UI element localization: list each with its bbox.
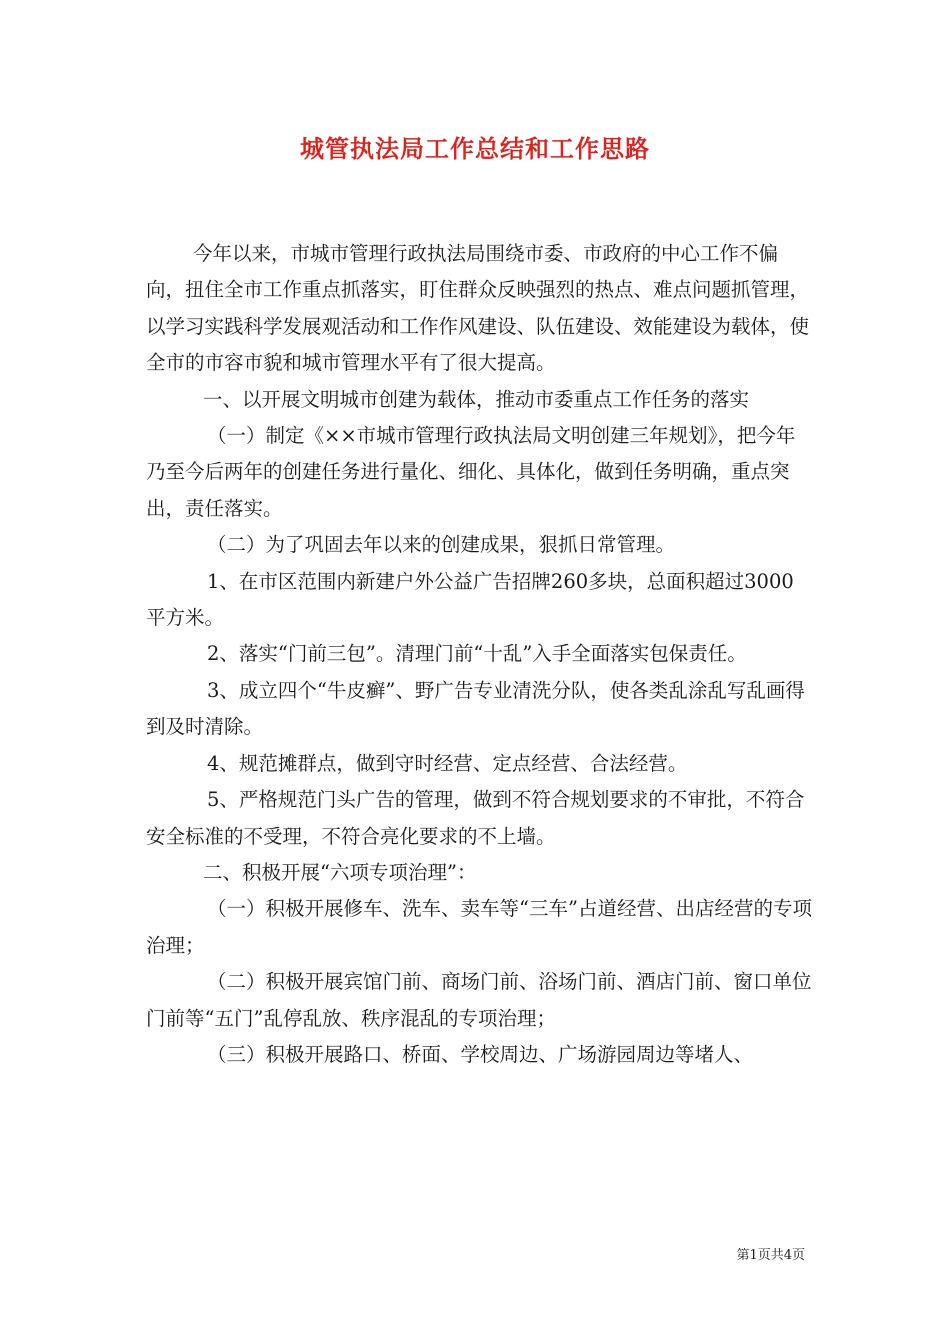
paragraph: 2、落实“门前三包”。清理门前“十乱”入手全面落实包保责任。: [207, 642, 747, 666]
paragraph: 1、在市区范围内新建户外公益广告招牌260多块，总面积超过3000平方米。: [146, 569, 794, 630]
paragraph: 一、以开展文明城市创建为载体，推动市委重点工作任务的落实: [203, 387, 750, 411]
paragraph: （二）为了巩固去年以来的创建成果，狠抓日常管理。: [207, 533, 676, 557]
paragraph: （一）制定《××市城市管理行政执法局文明创建三年规划》，把今年乃至今后两年的创建任务进行量化、细化、具体化，做到任务明确，重点突出，责任落实。: [146, 424, 796, 520]
paragraph: 今年以来，市城市管理行政执法局围绕市委、市政府的中心工作不偏向，扭住全市工作重点抓落实，盯住群众反映强烈的热点、难点问题抓管理，以学习实践科学发展观活动和工作作风建设、队伍建设、效能建设为载体，使全市的市容市貌和城市管理水平有了很大提高。: [146, 242, 810, 375]
paragraph: 5、严格规范门头广告的管理，做到不符合规划要求的不审批，不符合安全标准的不受理，不符合亮化要求的不上墙。: [146, 788, 805, 848]
paragraph: （三）积极开展路口、桥面、学校周边、广场游园周边等堵人、: [207, 1042, 754, 1066]
paragraph: 4、规范摊群点，做到守时经营、定点经营、合法经营。: [207, 751, 688, 775]
page-number: 第1页共4页: [736, 1248, 805, 1263]
paragraph: 3、成立四个“牛皮癣”、野广告专业清洗分队，使各类乱涂乱写乱画得到及时清除。: [146, 678, 805, 739]
paragraph: （一）积极开展修车、洗车、卖车等“三车”占道经营、出店经营的专项治理；: [146, 897, 812, 957]
paragraph: （二）积极开展宾馆门前、商场门前、浴场门前、酒店门前、窗口单位门前等“五门”乱停乱放、秩序混乱的专项治理；: [146, 970, 812, 1030]
document-body: [146, 236, 812, 1073]
paragraph: 二、积极开展“六项专项治理”：: [203, 860, 477, 884]
document-title: 城管执法局工作总结和工作思路: [300, 134, 650, 163]
